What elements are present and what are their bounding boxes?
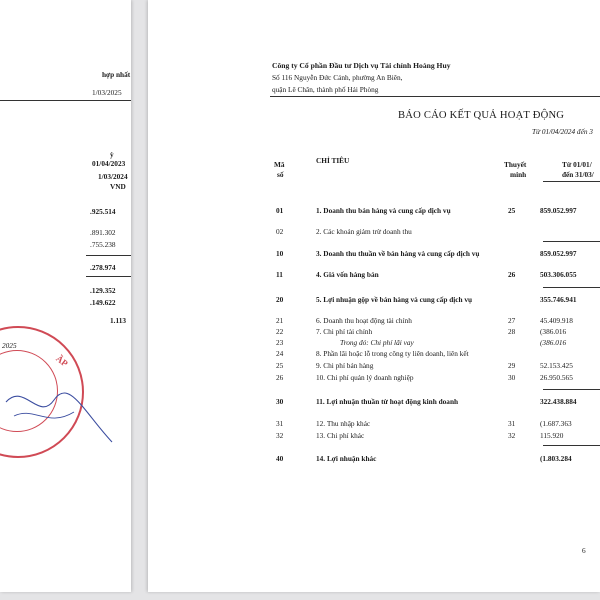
row-note: 27: [508, 316, 516, 325]
company-name: Công ty Cổ phần Đầu tư Dịch vụ Tài chính Hoàng Huy: [272, 61, 451, 70]
left-header-line-2: 1/03/2025: [92, 88, 122, 97]
page-number: 6: [582, 546, 586, 555]
left-date: 2025: [2, 341, 17, 350]
row-label: 7. Chi phí tài chính: [316, 327, 373, 336]
row-code: 10: [276, 249, 284, 258]
row-code: 21: [276, 316, 284, 325]
row-note: 31: [508, 419, 516, 428]
row-code: 24: [276, 349, 284, 358]
row-label: 2. Các khoản giảm trừ doanh thu: [316, 227, 412, 236]
row-value: 859.052.997: [540, 206, 577, 215]
left-period-end: 1/03/2024: [98, 172, 128, 181]
row-label: 13. Chi phí khác: [316, 431, 365, 440]
left-value: .755.238: [90, 240, 116, 249]
row-value: 115.920: [540, 431, 564, 440]
header-note: minh: [510, 170, 527, 179]
left-sum-rule: [86, 255, 131, 256]
row-value: 26.950.565: [540, 373, 573, 382]
row-code: 31: [276, 419, 284, 428]
row-label: 4. Giá vốn hàng bán: [316, 270, 379, 279]
row-note: 25: [508, 206, 516, 215]
row-code: 25: [276, 361, 284, 370]
row-label: 10. Chi phí quản lý doanh nghiệp: [316, 373, 414, 382]
row-value: 503.306.055: [540, 270, 577, 279]
row-code: 26: [276, 373, 284, 382]
row-code: 20: [276, 295, 284, 304]
left-header-rule: [0, 100, 131, 101]
left-value: .149.622: [90, 298, 116, 307]
header-note: Thuyết: [504, 160, 527, 169]
header-period: đến 31/03/: [562, 170, 594, 179]
row-code: 30: [276, 397, 284, 406]
company-address-line-1: Số 116 Nguyễn Đức Cảnh, phường An Biên,: [272, 73, 403, 82]
row-code: 40: [276, 454, 284, 463]
header-indicator: CHỈ TIÊU: [316, 156, 350, 165]
row-value: (386.016: [540, 338, 567, 347]
subtotal-rule: [543, 287, 600, 288]
report-subtitle: Từ 01/04/2024 đến 3: [532, 127, 593, 136]
row-value: (1.687.363: [540, 419, 572, 428]
report-page: [148, 0, 600, 592]
row-value: (1.803.284: [540, 454, 572, 463]
row-value: 52.153.425: [540, 361, 573, 370]
row-label: 14. Lợi nhuận khác: [316, 454, 377, 463]
left-header-line-1: hợp nhất: [102, 70, 131, 79]
row-code: 01: [276, 206, 284, 215]
row-label: 3. Doanh thu thuần về bán hàng và cung cấp dịch vụ: [316, 249, 480, 258]
left-value: .925.514: [90, 207, 116, 216]
row-label: 1. Doanh thu bán hàng và cung cấp dịch vụ: [316, 206, 451, 215]
row-value: (386.016: [540, 327, 567, 336]
row-label: 8. Phần lãi hoặc lỗ trong công ty liên doanh, liên kết: [316, 349, 469, 358]
header-rule: [270, 96, 600, 97]
left-value: 1.113: [110, 316, 127, 325]
header-code: số: [277, 170, 284, 179]
header-code: Mã: [274, 160, 285, 169]
row-note: 28: [508, 327, 516, 336]
seal-text: ẦP: [54, 353, 70, 369]
left-period-start: 01/04/2023: [92, 159, 126, 168]
row-value: 859.052.997: [540, 249, 577, 258]
row-label: 11. Lợi nhuận thuần từ hoạt động kinh doanh: [316, 397, 459, 406]
row-code: 23: [276, 338, 284, 347]
row-note: 26: [508, 270, 516, 279]
left-value: .129.352: [90, 286, 116, 295]
previous-page: [0, 0, 131, 592]
company-address-line-2: quận Lê Chân, thành phố Hải Phòng: [272, 85, 379, 94]
header-period-rule: [543, 181, 600, 182]
row-label: Trong đó: Chi phí lãi vay: [340, 338, 414, 347]
row-code: 02: [276, 227, 284, 236]
report-title: BÁO CÁO KẾT QUẢ HOẠT ĐỘNG: [398, 110, 565, 121]
subtotal-rule: [543, 445, 600, 446]
row-label: 12. Thu nhập khác: [316, 419, 371, 428]
row-note: 32: [508, 431, 516, 440]
left-value: .278.974: [90, 263, 116, 272]
left-unit: VND: [110, 182, 126, 191]
signature: [4, 372, 114, 452]
row-value: 322.438.884: [540, 397, 577, 406]
left-value: .891.302: [90, 228, 116, 237]
row-value: 45.409.918: [540, 316, 573, 325]
row-code: 32: [276, 431, 284, 440]
row-code: 22: [276, 327, 284, 336]
row-code: 11: [276, 270, 283, 279]
header-period: Từ 01/01/: [562, 160, 592, 169]
row-label: 5. Lợi nhuận gộp về bán hàng và cung cấp dịch vụ: [316, 295, 473, 304]
row-label: 6. Doanh thu hoạt động tài chính: [316, 316, 412, 325]
subtotal-rule: [543, 389, 600, 390]
left-sum-rule: [86, 276, 131, 277]
row-note: 29: [508, 361, 516, 370]
row-note: 30: [508, 373, 516, 382]
row-value: 355.746.941: [540, 295, 577, 304]
subtotal-rule: [543, 241, 600, 242]
left-col-label: ỳ: [110, 150, 114, 159]
row-label: 9. Chi phí bán hàng: [316, 361, 374, 370]
